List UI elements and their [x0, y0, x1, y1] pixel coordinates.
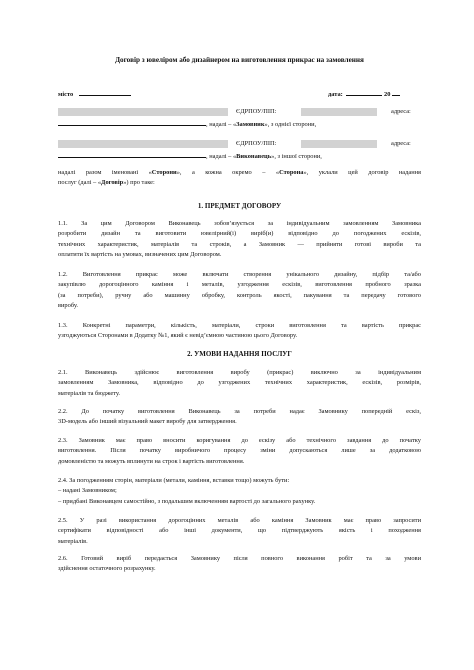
customer-name-field [58, 108, 228, 116]
contractor-role: Виконавець [236, 153, 272, 160]
bullet-item: – надані Замовником; [58, 487, 117, 495]
bullet-item: – придбані Виконавцем самостійно, з подальшим включенням вартості до загального рахунку. [58, 497, 316, 505]
date-label: дата: [328, 91, 343, 98]
document-title: Договір з ювеліром або дизайнером на виготовлення прикрас на замовлення [115, 56, 364, 64]
customer-address-field [58, 118, 206, 126]
clause-1-1: 1.1. За цим Договором Виконавець зобов’язується за індивідуальним замовленням Замовника розробити дизайн та виготовити ювелірний(і) виріб(и) відповідно до погоджених ескізів, технічних характеристик, матеріалів та строків, а Замовник — прийняти готові вироби та оплатити їх вартість на умовах, визначених цим Договором. [58, 220, 421, 259]
clause-1-3: 1.3. Конкретні параметри, кількість, матеріали, строки виготовлення та вартість прикрас узгоджуються Сторонами в Додатку №1, який є невід’ємною частиною цього Договору. [58, 322, 421, 340]
clause-2-1: 2.1. Виконавець здійснює виготовлення виробу (прикрас) виключно за індивідуальним замовленням Замовника, відповідно до узгоджених технічних характеристик, ескізів, розмірів, матеріалів та бюджету. [58, 369, 421, 397]
contractor-line-1 [58, 139, 421, 149]
customer-role: Замовник [236, 121, 265, 128]
clause-2-3: 2.3. Замовник має право вносити коригування до ескізу або технічного завдання до початку виготовлення. Після початку виробничого процесу зміни допускаються лише за додатковою домовленістю та можуть вплинути на строк і вартість виготовлення. [58, 437, 421, 465]
clause-2-6: 2.6. Готовий виріб передається Замовнику після повного виконання робіт та за умови здійснення остаточного розрахунку. [58, 555, 421, 573]
customer-edrpou-field [301, 108, 377, 116]
date-field [346, 88, 382, 96]
customer-address-label: адреса: [391, 108, 411, 115]
contractor-edrpou-label: ЄДРПОУ/ПІП: [236, 140, 277, 147]
customer-line-1 [58, 107, 421, 117]
clause-2-4: 2.4. За погодженням сторін, матеріали (метали, каміння, вставки тощо) можуть бути: – надані Замовником; – придбані Виконавцем самостійно, з подальшим включенням вартості до загального рахунку. [58, 476, 421, 507]
customer-edrpou-label: ЄДРПОУ/ПІП: [236, 108, 277, 115]
city-field [79, 88, 131, 96]
city-date-line [58, 88, 421, 100]
section-heading-2: 2. УМОВИ НАДАННЯ ПОСЛУГ [187, 350, 292, 358]
contractor-line-2: , надалі – «Виконавець», з іншої сторони, [58, 150, 421, 162]
year-field [392, 88, 400, 96]
contractor-name-field [58, 140, 228, 148]
contractor-edrpou-field [301, 140, 377, 148]
contractor-address-label: адреса: [391, 140, 411, 147]
parties-paragraph: надалі разом іменовані «Сторони», а кожна окремо – «Сторона», уклали цей договір надання послуг (далі – «Договір») про таке: [58, 169, 421, 187]
clause-2-2: 2.2. До початку виготовлення Виконавець за потреби надає Замовнику попередній ескіз, 3D-модель або інший візуальний макет виробу для затвердження. [58, 408, 421, 426]
section-heading-1: 1. ПРЕДМЕТ ДОГОВОРУ [197, 202, 282, 210]
city-label: місто [58, 91, 74, 98]
customer-line-2: , надалі – «Замовник», з однієї сторони, [58, 118, 421, 130]
contractor-address-field [58, 150, 206, 158]
clause-2-5: 2.5. У разі використання дорогоцінних металів або каміння Замовник має право запросити сертифікати відповідності або інші документи, що підтверджують якість і походження матеріалів. [58, 517, 421, 545]
date-year: 20 [384, 91, 391, 98]
clause-1-2: 1.2. Виготовлення прикрас може включати створення унікального дизайну, підбір та/або закупівлю дорогоцінного каміння і металів, узгодження ескізів, виготовлення пробного зразка (за потреби), ручну або машинну обробку, контроль якості, пакування та передачу готового виробу. [58, 271, 421, 310]
date-block [328, 88, 400, 100]
